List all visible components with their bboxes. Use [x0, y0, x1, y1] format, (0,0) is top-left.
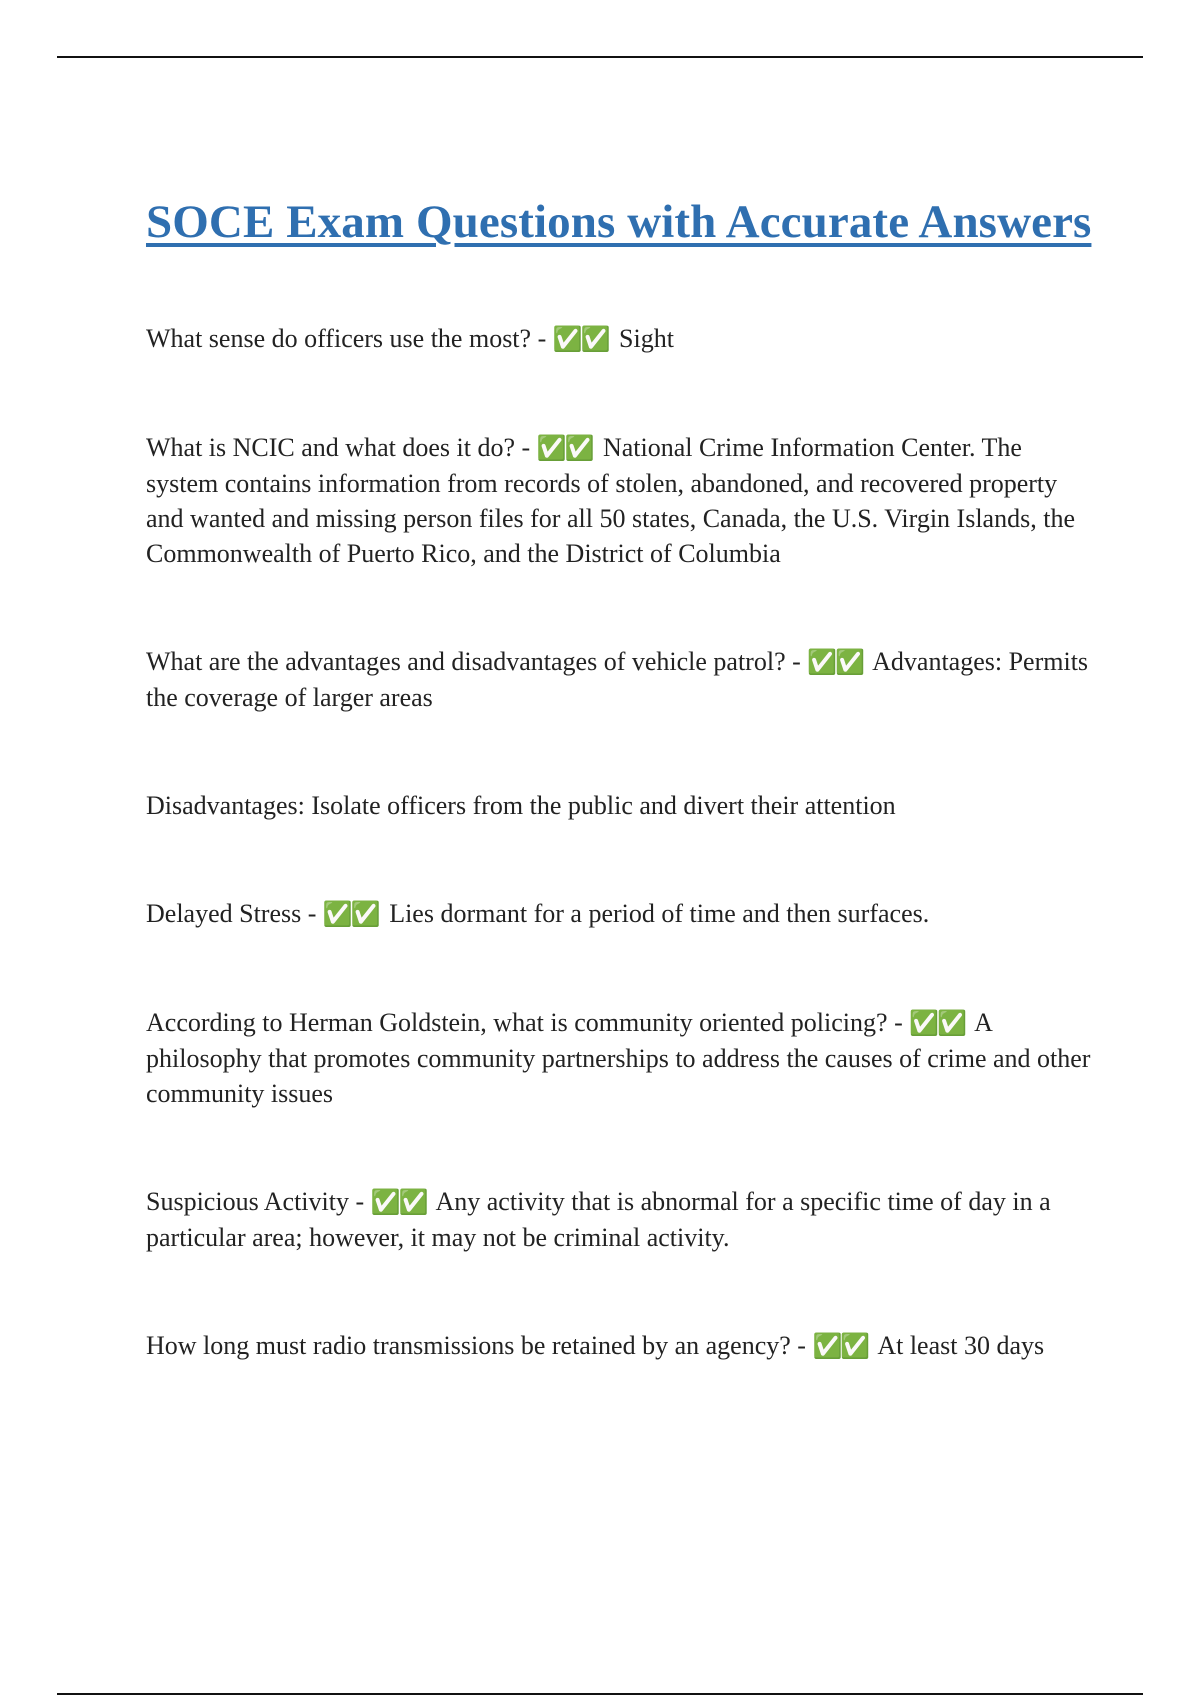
question-text: Suspicious Activity [146, 1187, 349, 1216]
answer-continuation-text: Disadvantages: Isolate officers from the public and divert their attention [146, 791, 896, 820]
double-check-icon: ✅✅ [370, 1188, 427, 1216]
answer-text: Sight [619, 324, 674, 353]
separator: - [790, 1331, 813, 1360]
separator: - [785, 647, 808, 676]
qa-item [146, 321, 1096, 357]
qa-item [146, 1005, 1096, 1111]
qa-item [146, 788, 1096, 823]
question-text: What is NCIC and what does it do? [146, 433, 515, 462]
document-title: SOCE Exam Questions with Accurate Answers [146, 196, 1092, 248]
qa-item [146, 644, 1096, 715]
separator: - [301, 899, 323, 928]
answer-text: Any activity that is abnormal for a specific time of day in a particular area; however, it may not be criminal activity. [146, 1187, 1051, 1252]
answer-text: National Crime Information Center. The system contains information from records of stolen, abandoned, and recovered property and wanted and missing person files for all 50 states, Canada, the U.S. Virgin Islands, the Commonwealth of Puerto Rico, and the District of Columbia [146, 433, 1075, 568]
separator: - [348, 1187, 371, 1216]
qa-item [146, 1184, 1096, 1255]
answer-text: At least 30 days [877, 1331, 1045, 1360]
qa-item [146, 896, 1096, 932]
answer-text: Advantages: Permits the coverage of larger areas [146, 647, 1089, 712]
double-check-icon: ✅✅ [322, 900, 379, 928]
header-rule [57, 56, 1143, 58]
separator: - [531, 324, 553, 353]
qa-item [146, 430, 1096, 571]
separator: - [887, 1008, 910, 1037]
document-body [146, 192, 1096, 1364]
separator: - [515, 433, 537, 462]
double-check-icon: ✅✅ [807, 648, 864, 676]
question-text: How long must radio transmissions be retained by an agency? [146, 1331, 791, 1360]
question-text: What are the advantages and disadvantages of vehicle patrol? [146, 647, 786, 676]
double-check-icon: ✅✅ [909, 1009, 965, 1037]
double-check-icon: ✅✅ [552, 325, 609, 353]
question-text: What sense do officers use the most? [146, 324, 532, 353]
answer-text: A philosophy that promotes community partnerships to address the causes of crime and other community issues [146, 1008, 1091, 1108]
double-check-icon: ✅✅ [536, 434, 593, 462]
double-check-icon: ✅✅ [812, 1332, 869, 1360]
footer-rule [57, 1693, 1143, 1695]
question-text: Delayed Stress [146, 899, 302, 928]
question-text: According to Herman Goldstein, what is community oriented policing? [146, 1008, 888, 1037]
answer-text: Lies dormant for a period of time and then surfaces. [389, 899, 930, 928]
qa-item [146, 1328, 1096, 1364]
